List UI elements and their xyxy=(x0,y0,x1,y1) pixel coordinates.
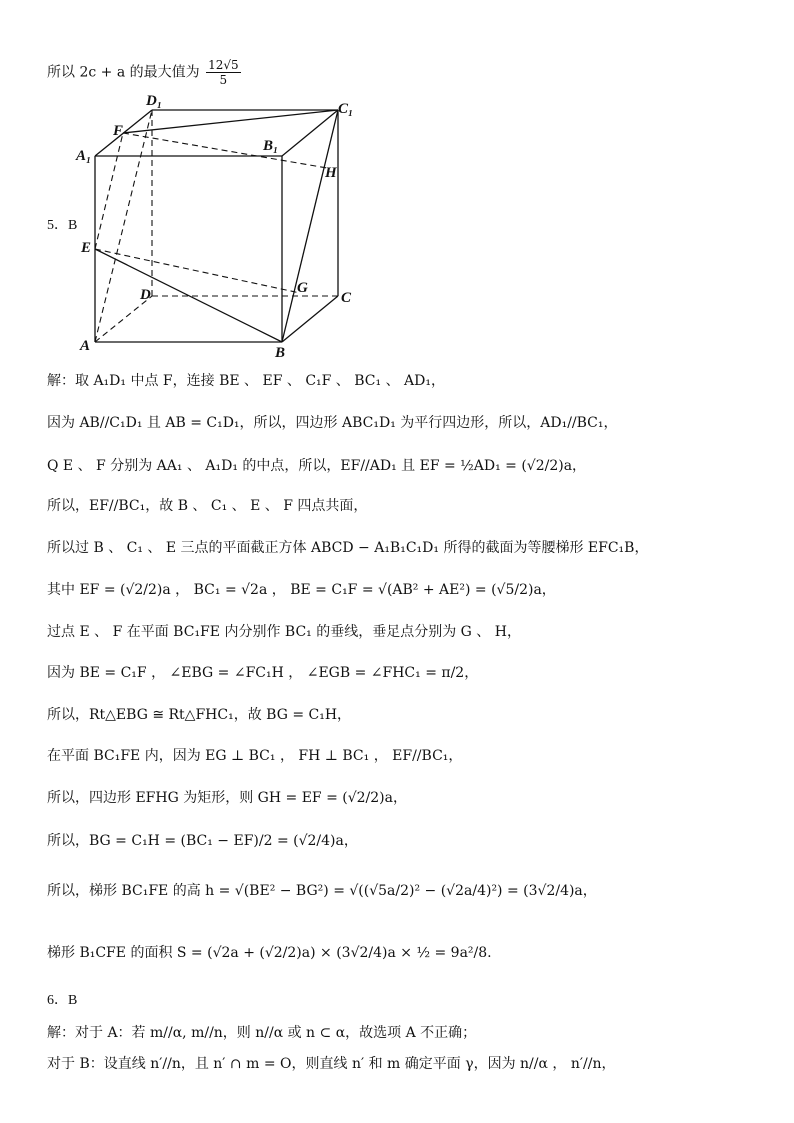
solution-line-4: 所以，EF//BC₁，故 B 、 C₁ 、 E 、 F 四点共面， xyxy=(47,498,368,514)
hidden-segment-E-G xyxy=(95,249,300,293)
solution-line-6: 其中 EF = (√2/2)a ， BC₁ = √2a ， BE = C₁F = √(AB² + AE²) = (√5/2)a， xyxy=(47,582,556,598)
line-text: 所以 2c + a 的最大值为 xyxy=(47,64,200,81)
segment-F-C1 xyxy=(123,110,338,133)
question-6-answer: 6．B xyxy=(47,993,78,1008)
label-D: D xyxy=(140,287,151,303)
solution-line-3: Q E 、 F 分别为 AA₁ 、 A₁D₁ 的中点，所以，EF//AD₁ 且 EF = ½AD₁ = (√2/2)a， xyxy=(47,458,587,474)
solution-line-9: 所以，Rt△EBG ≅ Rt△FHC₁，故 BG = C₁H， xyxy=(47,707,352,723)
solution-line-10: 在平面 BC₁FE 内，因为 EG ⊥ BC₁ ， FH ⊥ BC₁ ， EF//BC₁， xyxy=(47,748,463,764)
label-C: C xyxy=(341,290,352,306)
edge-B1-C1 xyxy=(282,110,338,156)
label-H: H xyxy=(325,165,337,181)
solution-line-11: 所以，四边形 EFHG 为矩形，则 GH = EF = (√2/2)a， xyxy=(47,790,407,806)
fraction-denominator: 5 xyxy=(219,73,228,87)
hidden-segment-E-F xyxy=(95,133,123,249)
label-F: F xyxy=(113,123,124,139)
label-G: G xyxy=(297,280,308,296)
solution-line-12: 所以，BG = C₁H = (BC₁ − EF)/2 = (√2/4)a， xyxy=(47,833,358,849)
hidden-segment-A-D1 xyxy=(95,110,152,342)
hidden-segment-F-H xyxy=(123,133,327,168)
edge-B-C xyxy=(282,296,338,342)
solution-line-13: 所以，梯形 BC₁FE 的高 h = √(BE² − BG²) = √((√5a/2)² − (√2a/4)²) = (3√2/4)a， xyxy=(47,883,597,899)
solution-line-14: 梯形 B₁CFE 的面积 S = (√2a + (√2/2)a) × (3√2/4)a × ½ = 9a²/8. xyxy=(47,945,492,961)
solution-line-1: 解：取 A₁D₁ 中点 F，连接 BE 、 EF 、 C₁F 、 BC₁ 、 AD₁， xyxy=(47,373,445,389)
label-D1: D₁ xyxy=(146,93,163,109)
label-B1: B₁ xyxy=(263,138,279,154)
label-E: E xyxy=(81,240,92,256)
label-A: A xyxy=(80,338,91,354)
label-A1: A₁ xyxy=(76,148,92,164)
solution-6-line-1: 解：对于 A：若 m//α, m//n，则 n//α 或 n ⊂ α，故选项 A 不正确； xyxy=(47,1025,477,1041)
solution-line-2: 因为 AB//C₁D₁ 且 AB = C₁D₁，所以，四边形 ABC₁D₁ 为平行四边形，所以，AD₁//BC₁， xyxy=(47,415,618,431)
solution-line-7: 过点 E 、 F 在平面 BC₁FE 内分别作 BC₁ 的垂线，垂足点分别为 G 、 H， xyxy=(47,624,521,640)
solution-6-line-2: 对于 B：设直线 n′//n，且 n′ ∩ m = O，则直线 n′ 和 m 确定平面 γ，因为 n//α ， n′//n， xyxy=(47,1056,616,1072)
label-B: B xyxy=(275,345,286,361)
segment-B-C1 xyxy=(282,110,338,342)
fraction-numerator: 12√5 xyxy=(208,58,239,72)
solution-line-5: 所以过 B 、 C₁ 、 E 三点的平面截正方体 ABCD − A₁B₁C₁D₁ 所得的截面为等腰梯形 EFC₁B， xyxy=(47,540,649,556)
label-C1: C₁ xyxy=(338,101,354,117)
question-5-answer: 5．B xyxy=(47,218,78,233)
solution-line-8: 因为 BE = C₁F ， ∠EBG = ∠FC₁H ， ∠EGB = ∠FHC₁ = π/2， xyxy=(47,665,479,681)
